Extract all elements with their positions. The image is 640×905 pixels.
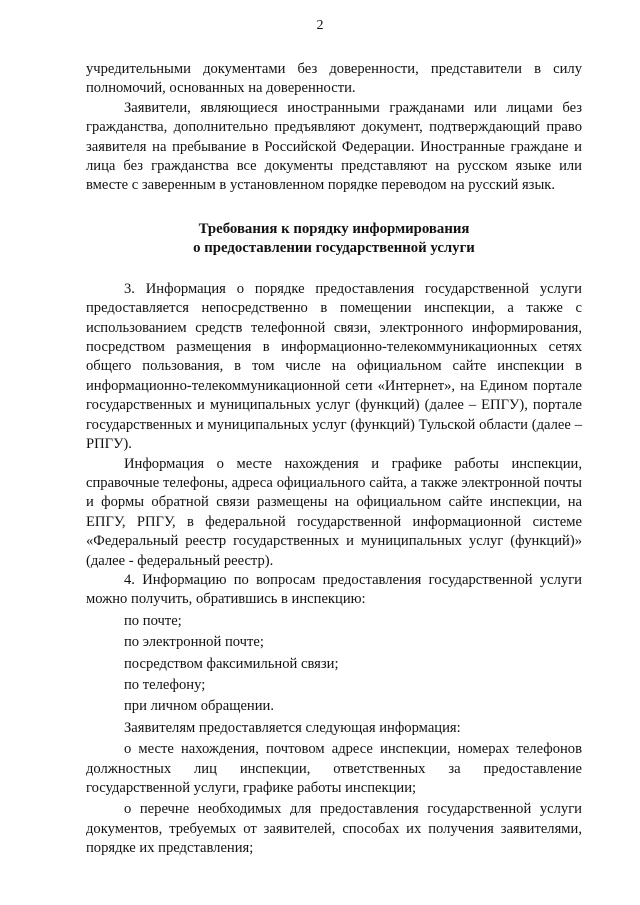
list-item: посредством факсимильной связи; — [124, 655, 339, 672]
list-item: о месте нахождения, почтовом адресе инспекции, номерах телефонов должностных лиц инспекции, ответственных за предоставление государственной услуги, графике работы инспекции; — [86, 741, 582, 796]
paragraph: учредительными документами без доверенности, представители в силу полномочий, основанных на доверенности. — [86, 61, 582, 97]
list-item: по телефону; — [124, 676, 206, 693]
paragraph: Информация о месте нахождения и графике работы инспекции, справочные телефоны, адреса официального сайта, а также электронной почты и формы обратной связи размещены на официальном сайте инспекции, на ЕПГУ, РПГУ, в федеральной государственной информационной системе «Федеральный реестр государственных и муниципальных услуг (функций)» (далее - федеральный реестр). — [86, 455, 582, 569]
list-item: о перечне необходимых для предоставления государственной услуги документов, требуемых от заявителей, способах их получения заявителями, порядке их представления; — [86, 801, 582, 857]
paragraph: 3. Информация о порядке предоставления государственной услуги предоставляется непосредственно в помещении инспекции, а также с использованием средств телефонной связи, электронного информирования, посредством размещения в информационно-телекоммуникационных сетях общего пользования, в том числе на официальном сайте инспекции в информационно-телекоммуникационной сети «Интернет», на Едином портале государственных и муниципальных услуг (функций) (далее – ЕПГУ), портале государственных и муниципальных услуг (функций) Тульской области (далее – РПГУ). — [86, 280, 582, 453]
list-item: по почте; — [124, 612, 182, 629]
list-item: при личном обращении. — [124, 698, 274, 715]
heading-line: о предоставлении государственной услуги — [193, 239, 475, 256]
paragraph: Заявители, являющиеся иностранными гражданами или лицами без гражданства, дополнительно предъявляют документ, подтверждающий право заявителя на пребывание в Российской Федерации. Иностранные граждане и лица без гражданства все документы представляют на русском языке или вместе с заверенным в установленном порядке переводом на русский язык. — [86, 99, 582, 194]
document-body — [86, 60, 582, 859]
paragraph: 4. Информацию по вопросам предоставления государственной услуги можно получить, обратившись в инспекцию: — [86, 571, 582, 608]
heading-line: Требования к порядку информирования — [198, 220, 470, 237]
paragraph: Заявителям предоставляется следующая информация: — [124, 719, 461, 736]
page-number: 2 — [316, 18, 324, 33]
list-item: по электронной почте; — [124, 634, 264, 651]
section-heading — [86, 220, 582, 258]
